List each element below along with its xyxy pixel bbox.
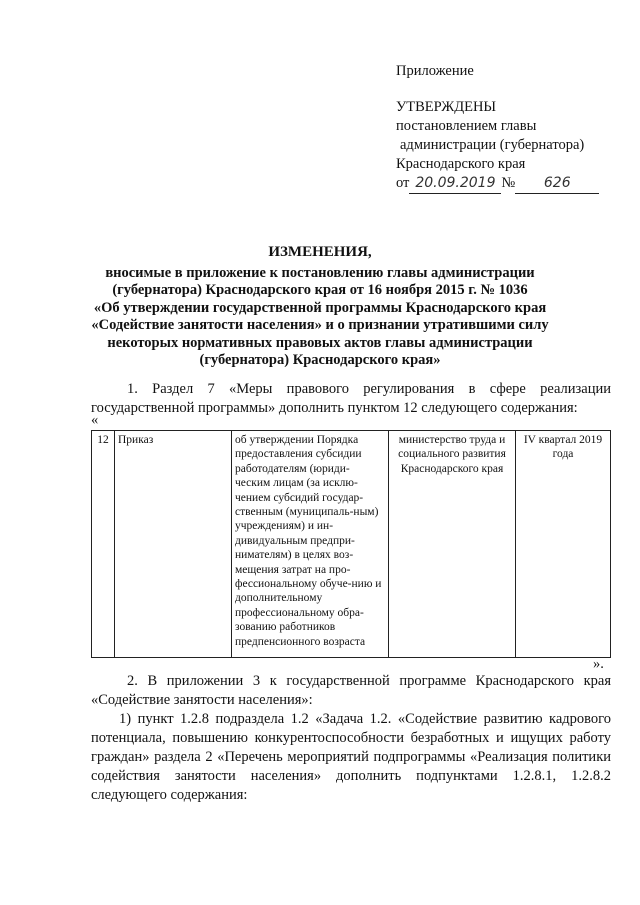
approval-line-2: администрации (губернатора) (400, 137, 585, 153)
cell-subject: об утверждении Порядка предоставления субсидии работодателям (юриди-ческим лицам (за исклю-чением субсидий государ-ственным (муниципаль-ным) учреждениям) и ин-дивидуальным предпри-нимателям) в целях воз-мещения затрат на про-фессиональному обуче-нию и дополнительному профессиональному обра-зованию работников предпенсионного возраста (232, 431, 389, 658)
number-prefix: № (501, 175, 516, 191)
title-line: «Содействие занятости населения» и о признании утратившими силу (91, 317, 549, 333)
cell-responsible: министерство труда и социального развития Краснодарского края (389, 431, 516, 658)
quote-close: ». (593, 656, 604, 672)
quote-open: « (91, 412, 99, 428)
handwritten-date: 20.09.2019 (409, 174, 501, 194)
paragraph-2: 2. В приложении 3 к государственной программе Краснодарского края «Содействие занятости населения»: (91, 673, 611, 708)
inserted-table (91, 430, 611, 658)
title-line: вносимые в приложение к постановлению главы администрации (105, 264, 535, 281)
approval-date-line (396, 174, 599, 194)
approval-block (396, 62, 599, 194)
cell-document-type: Приказ (115, 431, 232, 658)
title-line: некоторых нормативных правовых актов главы администрации (107, 334, 533, 351)
cell-deadline: IV квартал 2019 года (516, 431, 611, 658)
title-line: (губернатора) Краснодарского края» (199, 352, 441, 368)
paragraph-1: 1. Раздел 7 «Меры правового регулирования в сфере реализации государственной программы» дополнить пунктом 12 следующего содержания: (91, 381, 611, 416)
approval-line-3: Краснодарского края (396, 156, 526, 172)
title-line: (губернатора) Краснодарского края от 16 ноября 2015 г. № 1036 (112, 282, 528, 298)
approval-line-1: постановлением главы (396, 118, 537, 134)
handwritten-number: 626 (515, 174, 599, 194)
document-title (80, 244, 560, 370)
approved-label: УТВЕРЖДЕНЫ (396, 99, 497, 115)
title-line: «Об утверждении государственной программы Краснодарского края (93, 299, 547, 316)
table-row (92, 431, 611, 658)
date-prefix: от (396, 175, 410, 191)
cell-number: 12 (92, 431, 115, 658)
paragraph-3: 1) пункт 1.2.8 подраздела 1.2 «Задача 1.2. «Содействие развитию кадрового потенциала, повышению конкурентоспособности безработных и ищущих работу граждан» раздела 2 «Перечень мероприятий подпрограммы «Реализация политики содействия занятости населения» дополнить подпунктами 1.2.8.1, 1.2.8.2 следующего содержания: (91, 711, 611, 803)
appendix-label: Приложение (396, 63, 474, 79)
title-main: ИЗМЕНЕНИЯ, (268, 244, 372, 260)
